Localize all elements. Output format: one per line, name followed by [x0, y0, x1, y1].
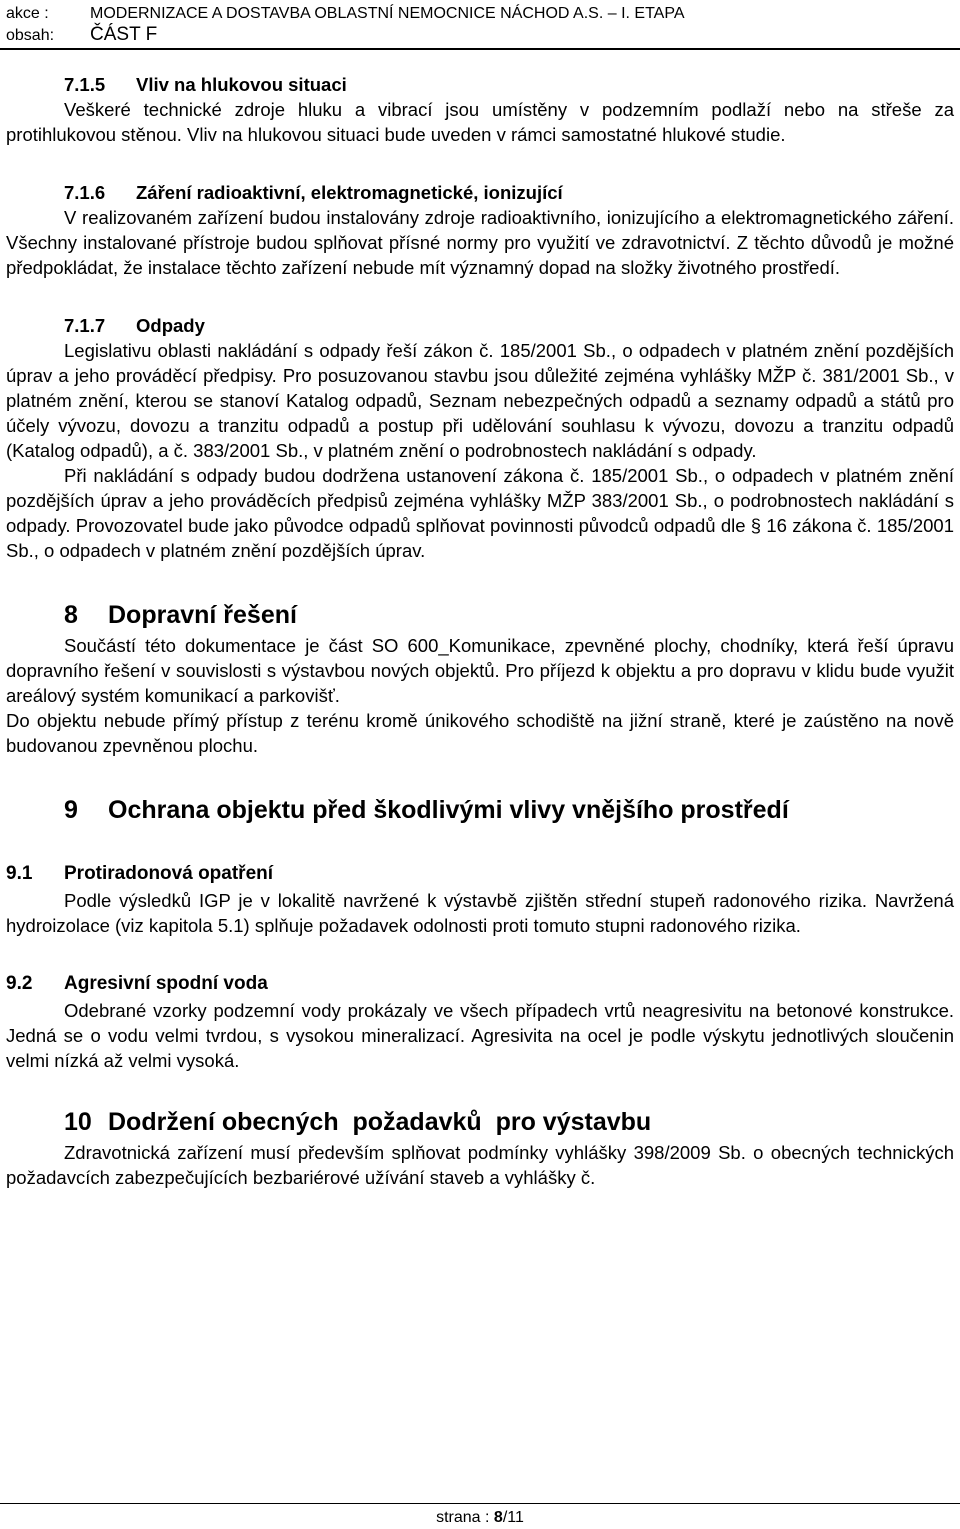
section-title: Protiradonová opatření: [64, 863, 274, 884]
section-number: 9.2: [6, 973, 33, 994]
chapter-title: Dodržení obecných požadavků pro výstavbu: [108, 1108, 652, 1136]
section-number: 7.1.6: [64, 182, 106, 203]
section-number: 7.1.7: [64, 315, 106, 336]
section-7-1-7-heading: [64, 313, 954, 338]
chapter-8-heading: [64, 599, 954, 631]
chapter-8-paragraph-1: Součástí této dokumentace je část SO 600_Komunikace, zpevněné plochy, chodníky, která řeší úpravu dopravního řešení v souvislosti s výstavbou nových objektů. Pro příjezd k objektu a pro dopravu v klidu bude využit areálový systém komunikací a parkovišť.: [6, 635, 954, 706]
page-header: [6, 3, 956, 47]
footer-label: strana :: [436, 1509, 494, 1526]
section-9-1-heading: [6, 861, 954, 886]
section-title: Záření radioaktivní, elektromagnetické, ionizující: [136, 182, 563, 203]
header-akce-value: MODERNIZACE A DOSTAVBA OBLASTNÍ NEMOCNICE NÁCHOD A.S. – I. ETAPA: [90, 5, 685, 22]
chapter-8-paragraph-2: Do objektu nebude přímý přístup z terénu kromě únikového schodiště na jižní straně, které je zaústěno na nově budovanou zpevněnou plochu.: [6, 710, 954, 756]
section-9-2-paragraph: Odebrané vzorky podzemní vody prokázaly ve všech případech vrtů neagresivitu na betonové konstrukce. Jedná se o vodu velmi tvrdou, s vysokou mineralizací. Agresivita na ocel je podle výskytu jednotlivých sloučenin velmi nízká až velmi vysoká.: [6, 1000, 954, 1071]
page-footer: [0, 1508, 960, 1528]
chapter-title: Dopravní řešení: [108, 601, 297, 629]
chapter-number: 10: [64, 1108, 92, 1136]
footer-page-number: 8: [493, 1509, 503, 1526]
header-obsah-row: [6, 25, 956, 47]
chapter-9-heading: [64, 794, 954, 826]
section-title: Odpady: [136, 315, 205, 336]
section-7-1-5-paragraph: Veškeré technické zdroje hluku a vibrací jsou umístěny v podzemním podlaží nebo na střeše za protihlukovou stěnou. Vliv na hlukovou situaci bude uveden v rámci samostatné hlukové studie.: [6, 99, 954, 145]
section-number: 7.1.5: [64, 74, 106, 95]
section-title: Vliv na hlukovou situaci: [136, 74, 347, 95]
header-obsah-value: ČÁST F: [90, 24, 158, 45]
chapter-title: Ochrana objektu před škodlivými vlivy vnějšího prostředí: [108, 796, 789, 824]
header-akce-label: akce :: [6, 5, 49, 22]
section-7-1-7-paragraph-1: Legislativu oblasti nakládání s odpady řeší zákon č. 185/2001 Sb., o odpadech v platném znění pozdějších úprav a jeho prováděcí předpisy. Pro posuzovanou stavbu jsou důležité zejména vyhlášky MŽP č. 381/2001 Sb., v platném znění, kterou se stanoví Katalog odpadů, Seznam nebezpečných odpadů a seznamy odpadů a států pro účely vývozu, dovozu a tranzitu odpadů a postup při udělování souhlasu k vývozu, dovozu a tranzitu odpadů (Katalog odpadů), a č. 383/2001 Sb., v platném znění o podrobnostech nakládání s odpady.: [6, 340, 954, 461]
footer-page-total: /11: [502, 1509, 524, 1526]
section-number: 9.1: [6, 863, 33, 884]
section-title: Agresivní spodní voda: [64, 973, 268, 994]
section-9-1-paragraph: Podle výsledků IGP je v lokalitě navržené k výstavbě zjištěn střední stupeň radonového rizika. Navržená hydroizolace (viz kapitola 5.1) splňuje požadavek odolnosti proti tomuto stupni radonového rizika.: [6, 890, 954, 936]
chapter-10-heading: [64, 1106, 954, 1138]
chapter-number: 9: [64, 796, 78, 824]
header-divider: [0, 48, 960, 50]
header-obsah-label: obsah:: [6, 27, 55, 44]
footer-divider: [0, 1503, 960, 1504]
section-9-2-heading: [6, 971, 954, 996]
section-7-1-7-paragraph-2: Při nakládání s odpady budou dodržena ustanovení zákona č. 185/2001 Sb., o odpadech v platném znění pozdějších úprav a jeho prováděcích předpisů zejména vyhlášky MŽP 383/2001 Sb., o podrobnostech nakládání s odpady. Provozovatel bude jako původce odpadů splňovat povinnosti původců odpadů dle § 16 zákona č. 185/2001 Sb., o odpadech v platném znění pozdějších úprav.: [6, 465, 954, 561]
section-7-1-6-heading: [64, 180, 954, 205]
chapter-number: 8: [64, 601, 78, 629]
section-7-1-5-heading: [64, 72, 954, 97]
chapter-10-paragraph: Zdravotnická zařízení musí především splňovat podmínky vyhlášky 398/2009 Sb. o obecných technických požadavcích zabezpečujících bezbariérové užívání staveb a vyhlášky č.: [6, 1142, 954, 1188]
document-body: [6, 72, 954, 1190]
header-akce-row: [6, 3, 956, 25]
section-7-1-6-paragraph: V realizovaném zařízení budou instalovány zdroje radioaktivního, ionizujícího a elektromagnetického záření. Všechny instalované přístroje budou splňovat přísné normy pro využití ve zdravotnictví. Z těchto důvodů je možné předpokládat, že instalace těchto zařízení nebude mít významný dopad na složky životného prostředí.: [6, 207, 954, 278]
